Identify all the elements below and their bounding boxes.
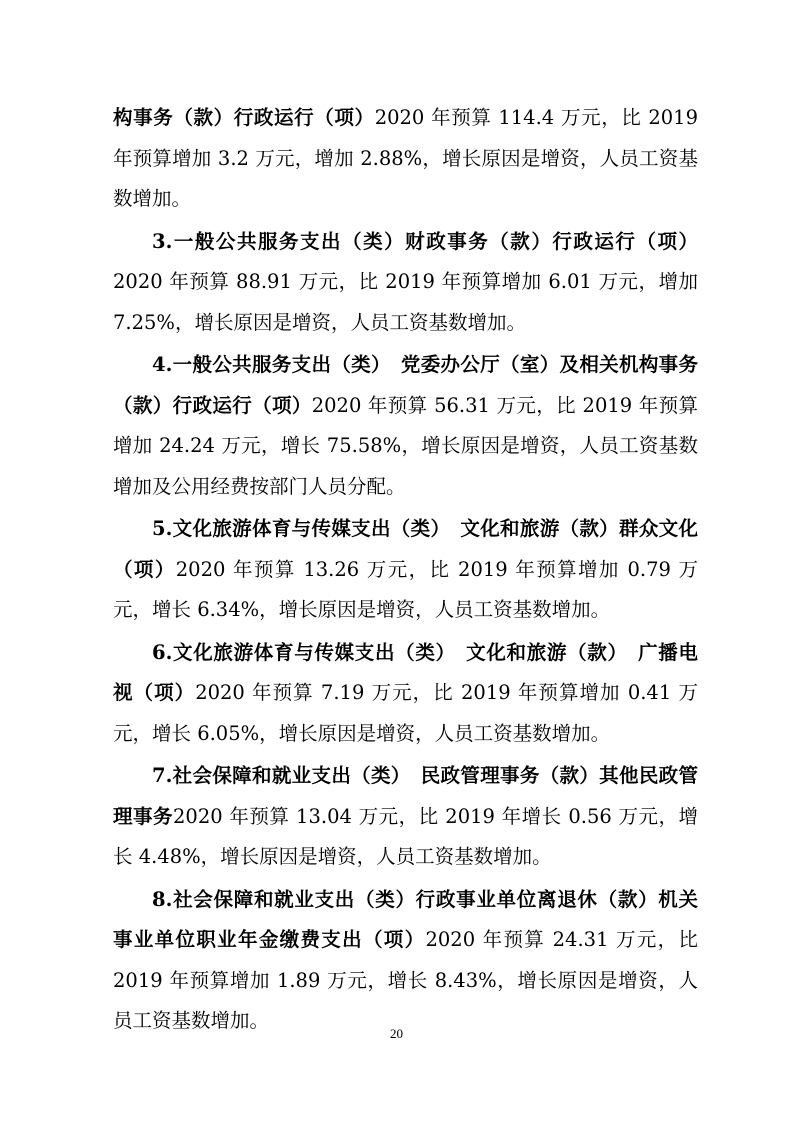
paragraph-heading: 8.社会保障和就业支出（类）行政事业单位离退休（款）机关事业单位职业年金缴费支出（项）: [113, 887, 698, 951]
paragraph-heading: 6.文化旅游体育与传媒支出（类） 文化和旅游（款） 广播电视（项）: [113, 640, 698, 704]
paragraph-text: 2020 年预算 24.31 万元，比 2019 年预算增加 1.89 万元，增长 8.43%，增长原因是增资，人员工资基数增加。: [113, 928, 698, 1032]
page-number: 20: [390, 1026, 403, 1041]
paragraph-text: 2020 年预算 56.31 万元，比 2019 年预算增加 24.24 万元，增长 75.58%，增长原因是增资，人员工资基数增加及公用经费按部门人员分配。: [113, 393, 698, 498]
paragraph-text: 2020 年预算 7.19 万元，比 2019 年预算增加 0.41 万元，增长 6.05%，增长原因是增资，人员工资基数增加。: [113, 681, 698, 745]
paragraph-item-7: [113, 756, 698, 878]
paragraph-heading: 构事务（款）行政运行（项）: [113, 106, 375, 129]
paragraph-heading: 4.一般公共服务支出（类） 党委办公厅（室）及相关机构事务（款）行政运行（项）: [113, 353, 698, 417]
paragraph-1-continued: [113, 98, 698, 220]
paragraph-item-8: [113, 880, 698, 1042]
paragraph-item-4: [113, 345, 698, 507]
paragraph-heading: 7.社会保障和就业支出（类） 民政管理事务（款）其他民政管理事务: [113, 764, 698, 828]
paragraph-item-5: [113, 509, 698, 631]
paragraph-item-6: [113, 633, 698, 755]
paragraph-heading: 5.文化旅游体育与传媒支出（类） 文化和旅游（款）群众文化（项）: [113, 517, 698, 581]
paragraph-text: 2020 年预算 114.4 万元，比 2019 年预算增加 3.2 万元，增加 2.88%，增长原因是增资，人员工资基数增加。: [113, 106, 698, 210]
body-text: [113, 98, 698, 1044]
paragraph-heading: 3.一般公共服务支出（类）财政事务（款）行政运行（项）: [152, 229, 698, 253]
paragraph-text: 2020 年预算 13.26 万元，比 2019 年预算增加 0.79 万元，增长 6.34%，增长原因是增资，人员工资基数增加。: [113, 557, 698, 621]
paragraph-item-3: [113, 222, 698, 344]
paragraph-text: 2020 年预算 13.04 万元，比 2019 年增长 0.56 万元，增长 4.48%，增长原因是增资，人员工资基数增加。: [113, 804, 698, 868]
paragraph-text: 2020 年预算 88.91 万元，比 2019 年预算增加 6.01 万元，增加 7.25%，增长原因是增资，人员工资基数增加。: [113, 270, 698, 334]
